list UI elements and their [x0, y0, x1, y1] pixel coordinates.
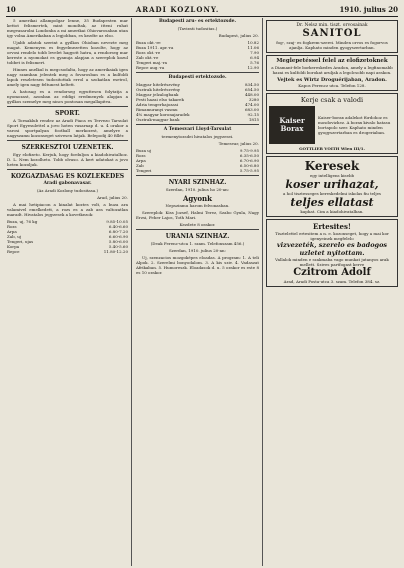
ad-room-title: Keresek [304, 159, 360, 173]
row-value: 6.70-6.90 [239, 158, 259, 163]
lloyd-heading: A Temesvari Lloyd-Tarsulat [163, 127, 232, 132]
editorial-text: Egy elofizeto. Kerjuk, hogy forduljon a kiadohivatalhoz. D. L. Nem kozolheto. Tobb olvaso. A kert adatokat a jovo heten kozoljuk. [7, 152, 128, 167]
sport-heading: SPORT. [55, 110, 80, 117]
row-label: Arpa [136, 158, 146, 163]
article-body [7, 18, 128, 104]
row-value: 1815 [248, 117, 259, 122]
sport-text: A Tornaklub rendez az Aradi Piaca es Tervezo Tarsulat Sport Egyesulettel a jovo hoten vasarnap d. u. 4 orakor a varosi sportpalyan football merkozest, amelyre a nagyszamu kozonseget szivesen latjak. Belepodij 40 fillér. [7, 118, 128, 138]
row-label: Korpa [7, 244, 20, 249]
row-value: 5.40-5.60 [108, 244, 128, 249]
stocks-heading: Budapesti ertektozsde. [168, 75, 227, 80]
row-value: 6.80-7.20 [108, 229, 128, 234]
theatre-genre: Nepszinmu harom felvonasban. [165, 203, 230, 208]
theatre-cast: Szereplok: Kiss Jozsef, Halmi Terez, Szabo Gyula, Nagy Erzsi, Feher Lajos, Toth Mari. [136, 210, 259, 220]
market-date: Budapest, julius 20. [218, 33, 259, 38]
row-label: Rimamuranyi vasmu [136, 107, 178, 112]
ad-announcement [266, 219, 398, 287]
column-middle [136, 18, 259, 566]
ad-room-wanted [266, 156, 398, 217]
row-value: 92.15 [247, 112, 259, 117]
row-label: Buza, uj, 76 kg [7, 219, 38, 224]
editorial-heading: SZERKESZTOI UZENETEK. [21, 144, 114, 151]
row-value: 5.80-6.00 [108, 239, 128, 244]
column-ads [266, 18, 398, 566]
row-label: Buza okt.-re [136, 40, 161, 45]
row-label: Tengeri maj.-ra [136, 60, 168, 65]
article-paragraph: A hatosag es a rendorseg egyuttesen folytatja a nyomozast, azonban az eddigi eredmenyek alapjan a gyilkos szemelye meg nincs pontosan megallapitva. [7, 89, 128, 104]
ad-borax-firm: GOTTLIEB VOITH Wien III/1. [299, 146, 365, 151]
table-row [7, 249, 128, 254]
ad-room-text-2: a hol tisztesseges kereskedelmi iskolas fiu teljes [283, 191, 381, 196]
row-label: Repce [7, 249, 20, 254]
grain-market-text: A mai hetipiacon a kinalat koztes volt, a buza ara valamivel emelkedett, a rozs es a zab ara valtozatlan maradt. Hivatalos jegyzesek a kovetkezok: [7, 202, 128, 217]
row-value: 7.90 [250, 50, 259, 55]
urania-subheading: (Deak Ferenc-utca 1. szam. Telefonszam 456.) [150, 241, 245, 246]
ad-wine [266, 55, 398, 91]
row-value: 834.50 [245, 82, 259, 87]
grain-price-table [7, 219, 128, 254]
ad-drugstore-title: Vejtek es Wirtz Droguérijaban, Aradon. [277, 77, 387, 83]
column-left [7, 18, 128, 566]
section-rule [136, 124, 259, 125]
row-label: Repce aug.-ra [136, 65, 165, 70]
row-value: 10.82 [247, 40, 259, 45]
theatre-start: Kezdete 8 orakor. [179, 222, 216, 227]
row-value: 11.80-12.20 [103, 249, 128, 254]
urania-program: Uj, szenzacios mozgoképes eloadas. A program: 1. A teli Alpok. 2. Szerelmi bonyodalom. 3. A kis sziv. 4. Vadaszat Afrikaban. 5. Humoreszk. Eloadasok d. u. 5 orakor es este 8 es 10 orakor. [136, 255, 259, 275]
lloyd-subheading: termenytozsdei hivatalos jegyzesei. [161, 134, 234, 139]
row-value: 654.50 [245, 87, 259, 92]
lloyd-date: Temesvar, julius 20. [218, 141, 259, 146]
section-rule [136, 175, 259, 176]
table-row [136, 168, 259, 173]
borax-logo: Kaiser Borax [269, 106, 315, 144]
grain-market-date: Arad, julius 20. [97, 195, 128, 200]
row-label: Osztrak hitelrészvény [136, 87, 181, 92]
row-label: Tengeri [136, 168, 152, 173]
grain-market-heading: Aradi gabonavasar. [43, 181, 92, 186]
page-header [6, 3, 398, 15]
urania-date: Szerdan, 1910. julius 20-an: [169, 248, 226, 253]
ad-drugstore-text: Kapos Ferencz utca. Telefon 128. [298, 83, 366, 88]
section-rule [7, 169, 128, 170]
stocks-table [136, 82, 259, 122]
masthead-title: ARADI KOZLONY. [135, 4, 220, 14]
market-heading: Budapesti aru- es ertektozsde. [158, 19, 237, 24]
section-rule [7, 140, 128, 141]
header-rule [6, 16, 398, 17]
theatre-heading: NYARI SZINHAZ. [168, 179, 227, 186]
row-label: 4% magyar koronajaradek [136, 112, 190, 117]
ad-borax-top: Kerje csak a valodi [300, 96, 364, 104]
article-paragraph: 5 amerikai allampolgar lenne, 35 Budapesten mar kettot felismertek, mint mondtak, az itteni ruhat megvasarolni Londonba a mi amerikai Ohiovarosaban utan igy volna Amerikaban a legjobban, es kezdte az elso. [7, 18, 128, 38]
table-row [136, 65, 259, 70]
row-label: Rozs [136, 153, 146, 158]
row-value: 6.50-6.80 [239, 163, 259, 168]
grain-futures-table [136, 40, 259, 70]
ad-wine-title: Meglepetéssel felel az elofizetoknek [276, 58, 388, 64]
column-divider [131, 18, 132, 566]
row-label: Buza uj [136, 148, 152, 153]
ad-sanitol-text: fog-, szaj- es fogkrem-szerei. Minden orvos es fogorvos ajanlja. Kaphato minden gyogyszertarban. [276, 40, 388, 50]
section-rule [7, 106, 128, 107]
section-rule [136, 229, 259, 230]
row-label: Rozs okt.-re [136, 50, 161, 55]
section-rule [136, 72, 259, 73]
row-value: 3280 [248, 97, 259, 102]
grain-market-note: (Az Aradi Kozlony tudositasa.) [36, 188, 99, 193]
article-paragraph: Ujabb adatok szerint a gyilkos Ohioban nevezte meg magat. Kemenyen es fegyelmezetten kozolte, hogy az orvosi rendelo tobb levelet hagyott hatra, a rendorseg mar kereste a nyomokat es gyanuja alapjan a szereplok kozul tobbet is felismert. [7, 40, 128, 65]
row-label: Zab okt.-re [136, 55, 159, 60]
row-label: Tengeri, ujas [7, 239, 34, 244]
row-label: Adria tengerhajozasi [136, 102, 179, 107]
ad-kaiser-borax [266, 93, 398, 154]
row-value: 11.06 [247, 45, 259, 50]
row-value: 6.94 [250, 55, 259, 60]
ad-sanitol-title: SANITOL [302, 28, 362, 39]
ad-borax-text: Kaiser-borax adalekot fürdohoz es mosdovizhez. A borax kivalo hatasu bortapolo szer. Kaphato minden gyogyszertarban es drogeriaban. [318, 115, 391, 135]
row-value: 9.85-10.05 [106, 219, 128, 224]
ad-room-text-3: kaphat. Cim a kiadohivatalban. [300, 209, 364, 214]
ad-room-highlight-2: teljes ellatast [290, 196, 374, 209]
row-value: 6.40-6.60 [108, 224, 128, 229]
row-label: Arpa [7, 229, 17, 234]
row-label: Magyar hitelrészvény [136, 82, 180, 87]
row-value: 9.75-9.95 [239, 148, 259, 153]
ad-room-highlight: koser urihazat, [285, 178, 379, 191]
column-divider [262, 18, 263, 566]
lloyd-table [136, 148, 259, 173]
row-label: Zab, uj [7, 234, 22, 239]
row-value: 474.00 [245, 102, 259, 107]
table-row [136, 117, 259, 122]
ad-room-text: egy intelligens kisebb [309, 173, 355, 178]
ad-announcement-address: Arad, Aradi Posta-utca 3. szam. Telefon 384. sz. [283, 279, 381, 284]
row-label: Buza 1911. apr.-ra [136, 45, 174, 50]
page-number: 10 [6, 4, 16, 14]
economy-heading: KOZGAZDASAG ES KOZLEKEDES [10, 173, 125, 180]
row-label: Rozs [7, 224, 17, 229]
row-value: 6.35-6.50 [239, 153, 259, 158]
row-label: Magyar jelzalogbank [136, 92, 179, 97]
row-value: 12.90 [247, 65, 259, 70]
row-value: 5.76 [250, 60, 259, 65]
urania-heading: URANIA SZINHAZ. [165, 233, 230, 240]
ad-announcement-text-2: Vallalok minden e szakmaba vago munkat jutanyos arak mellett. Szives partfogast kerve [275, 257, 389, 267]
ad-wine-text: a Diamant-fele borkereskedes Aradon, amely a legfinomabb hazai es kulfoldi borokat aruljak a legolcsobb napi arakon. [271, 65, 393, 75]
row-label: Osztrak-magyar bank [136, 117, 180, 122]
theatre-play-title: Agyonk [182, 194, 212, 203]
row-label: Zab [136, 163, 144, 168]
issue-date: 1910. julius 20 [339, 4, 398, 14]
row-value: 6.60-6.90 [108, 234, 128, 239]
market-note: (Tavirati tudositas.) [177, 26, 218, 31]
row-value: 683.00 [245, 107, 259, 112]
row-label: Pesti hazai elso takarek [136, 97, 184, 102]
ad-announcement-firm: Czitrom Adolf [293, 267, 371, 278]
ad-announcement-highlight: vizvezeték, szerelo es badogos uzletet nyitottam. [276, 241, 388, 257]
row-value: 448.00 [245, 92, 259, 97]
row-value: 5.75-5.95 [239, 168, 259, 173]
ad-sanitol [266, 20, 398, 53]
article-paragraph: Hinnes anelkul is megcsodalta, hogy az amerikaiak igen nagy szamban jelentek meg a fovarosban es a kulfoldi lapok reszletesen tudositottak errol a szokatlan esetrol, amely igen nagy feltunest keltett. [7, 67, 128, 87]
ad-announcement-text: Tisztelettel ertesitem a n. e. kozonseget, hogy a mai kor igenyeinek megfelelo [275, 231, 389, 241]
theatre-date: Szerdan, 1910. julius ho 20-an: [165, 187, 230, 192]
ad-sanitol-top: Dr. Nelsz min. tiszt. orvosainak [296, 23, 368, 28]
ad-announcement-title: Ertesites! [312, 222, 351, 231]
